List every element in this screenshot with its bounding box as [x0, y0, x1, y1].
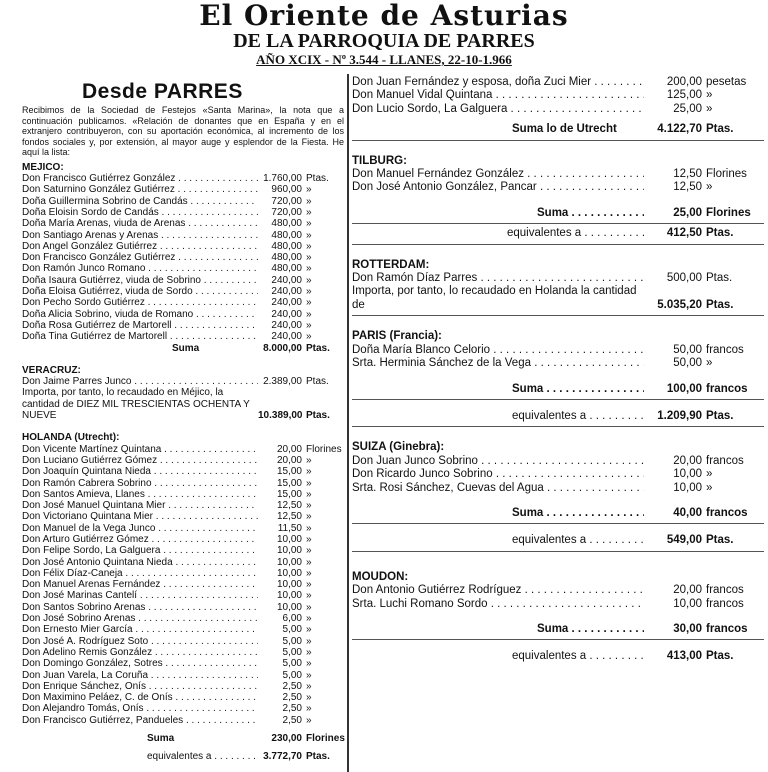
- sum-amount: 230,00: [271, 733, 302, 745]
- donor-row: [22, 489, 344, 500]
- donor-amount: 720,00: [271, 206, 302, 218]
- equiv-label: equivalentes a . . .: [352, 650, 644, 663]
- donor-list-veracruz: [22, 376, 344, 387]
- donor-unit: francos: [706, 454, 744, 467]
- intro-paragraph: Recibimos de la Sociedad de Festejos «Santa Marina», la nota que a continuación publicamos. «Relación de donantes que en España y en el extranjero contribuyeron, con su aportación económica, al incremento de los fondos sociales y, por extensión, al mayor auge y esplendor de la Fiesta. He aquí la lista:: [22, 105, 344, 158]
- equiv-amount: 413,00: [666, 650, 702, 663]
- donor-unit: »: [306, 534, 312, 545]
- donor-unit: francos: [706, 597, 744, 610]
- donor-row: [22, 602, 344, 613]
- donor-name: Don Manuel Vidal Quintana . . .: [352, 89, 644, 102]
- donor-row: [22, 466, 344, 477]
- section-title-tilburg: TILBURG:: [352, 154, 407, 167]
- donor-amount: 10,00: [276, 590, 302, 602]
- donor-list-paris: [352, 344, 764, 371]
- sum-amount: 30,00: [673, 622, 702, 635]
- donor-amount: 12,50: [673, 168, 702, 181]
- donor-name: Don Vicente Martínez Quintana . . .: [22, 444, 258, 455]
- sum-row-tilburg: [352, 207, 764, 220]
- donor-name: Don José Antonio Quintana Nieda . . .: [22, 557, 258, 568]
- donor-amount: 50,00: [673, 357, 702, 370]
- donor-name: Don Domingo González, Sotres . . .: [22, 658, 258, 669]
- donor-row: [22, 681, 344, 692]
- donor-row: [352, 468, 764, 481]
- donor-unit: francos: [706, 584, 744, 597]
- donor-unit: »: [306, 680, 312, 692]
- donor-amount: 10,00: [276, 545, 302, 557]
- donor-amount: 1.760,00: [263, 173, 302, 185]
- donor-name: Don Enrique Sánchez, Onís . . .: [22, 681, 258, 692]
- equiv-row-suiza: [352, 534, 764, 547]
- donor-amount: 2,50: [282, 703, 302, 715]
- donor-name: Don José Sobrino Arenas . . .: [22, 613, 258, 624]
- section-title-moudon: MOUDON:: [352, 570, 409, 583]
- section-title-veracruz: VERACRUZ:: [22, 364, 81, 376]
- donor-amount: 12,50: [276, 500, 302, 512]
- donor-name: Don Ramón Junco Romano . . .: [22, 263, 258, 274]
- donor-unit: »: [306, 567, 312, 579]
- donor-name: Don Manuel de la Vega Junco . . .: [22, 523, 258, 534]
- donor-list-holanda: [22, 444, 344, 726]
- donor-amount: 15,00: [276, 477, 302, 489]
- donor-unit: »: [306, 454, 312, 466]
- donor-row: [22, 241, 344, 252]
- equiv-row-tilburg: [352, 227, 764, 240]
- donor-row: [22, 173, 344, 184]
- donor-unit: »: [306, 297, 312, 309]
- donor-unit: »: [306, 635, 312, 647]
- donor-row: [352, 344, 764, 357]
- donor-amount: 10,00: [276, 534, 302, 545]
- donor-row: [22, 670, 344, 681]
- donor-unit: Ptas.: [306, 173, 329, 185]
- donor-name: Don Francisco González Gutiérrez . . .: [22, 252, 258, 263]
- donor-row: [352, 482, 764, 495]
- donor-name: Don Ricardo Junco Sobrino . . .: [352, 468, 644, 481]
- donor-name: Don Manuel Fernández González . . .: [352, 168, 644, 181]
- sum-unit: francos: [706, 506, 748, 519]
- equiv-amount: 1.209,90: [657, 409, 702, 422]
- donor-row: [22, 286, 344, 297]
- donor-amount: 6,00: [282, 613, 302, 625]
- total-amount: 10.389,00: [258, 410, 303, 422]
- donor-row: [352, 455, 764, 468]
- donor-name: Doña Tina Gutiérrez de Martorell . . .: [22, 331, 258, 342]
- donor-amount: 25,00: [673, 102, 702, 115]
- sum-row-moudon: [352, 623, 764, 636]
- donor-name: Don Ramón Díaz Parres . . .: [352, 272, 644, 285]
- donor-unit: »: [306, 714, 312, 726]
- donor-row: [22, 579, 344, 590]
- donor-amount: 2,50: [282, 680, 302, 692]
- donor-name: Don José A. Rodríguez Soto . . .: [22, 636, 258, 647]
- donor-unit: »: [306, 286, 312, 298]
- donor-amount: 480,00: [271, 263, 302, 275]
- donor-unit: »: [306, 229, 312, 241]
- sum-row-utrecht: [352, 123, 764, 136]
- donor-amount: 10,00: [276, 601, 302, 613]
- donor-name: Doña Eloisa Gutiérrez, viuda de Sordo . . .: [22, 286, 258, 297]
- equiv-row-holanda: [22, 751, 344, 762]
- section-title-suiza: SUIZA (Ginebra):: [352, 441, 445, 454]
- equiv-label: equivalentes a . . .: [22, 751, 258, 762]
- donor-unit: »: [306, 545, 312, 557]
- donor-name: Doña Eloisin Sordo de Candás . . .: [22, 207, 258, 218]
- total-unit: Ptas.: [306, 410, 330, 422]
- donor-unit: »: [706, 357, 713, 370]
- donor-amount: 480,00: [271, 252, 302, 264]
- donor-amount: 960,00: [271, 184, 302, 196]
- donor-unit: »: [306, 477, 312, 489]
- donor-row: [22, 320, 344, 331]
- donor-unit: »: [306, 206, 312, 218]
- donor-amount: 720,00: [271, 195, 302, 207]
- equiv-unit: Ptas.: [706, 227, 734, 240]
- sum-label: Suma . . .: [352, 507, 644, 520]
- donor-row: [22, 376, 344, 387]
- sum-unit: Ptas.: [306, 342, 330, 354]
- donor-amount: 480,00: [271, 218, 302, 230]
- donor-amount: 240,00: [271, 319, 302, 331]
- donor-name: Don Maximino Peláez, C. de Onís . . .: [22, 692, 258, 703]
- donor-amount: 50,00: [673, 343, 702, 356]
- donor-list-moudon: [352, 584, 764, 611]
- donor-row: [352, 181, 764, 194]
- donor-unit: »: [306, 624, 312, 636]
- donor-amount: 240,00: [271, 286, 302, 298]
- donor-row: [22, 534, 344, 545]
- equiv-unit: Ptas.: [706, 534, 734, 547]
- donor-unit: »: [306, 703, 312, 715]
- sum-label: Suma lo de Utrecht: [512, 123, 617, 136]
- total-row-holanda: [352, 285, 764, 312]
- donor-name: Don Juan Varela, La Coruña . . .: [22, 670, 258, 681]
- equiv-unit: Ptas.: [706, 650, 734, 663]
- donor-unit: »: [306, 590, 312, 602]
- donor-unit: »: [306, 500, 312, 512]
- donor-row: [22, 252, 344, 263]
- sum-label: Suma . . .: [352, 207, 644, 220]
- donor-row: [352, 168, 764, 181]
- donor-name: Don Santos Sobrino Arenas . . .: [22, 602, 258, 613]
- donor-row: [22, 545, 344, 556]
- donor-name: Don Manuel Arenas Fernández . . .: [22, 579, 258, 590]
- donor-amount: 10,00: [276, 567, 302, 579]
- donor-name: Don Joaquín Quintana Nieda . . .: [22, 466, 258, 477]
- article-heading: Desde PARRES: [82, 80, 243, 103]
- donor-row: [352, 103, 764, 116]
- sum-amount: 25,00: [673, 206, 702, 219]
- donor-unit: »: [306, 601, 312, 613]
- section-title-rotterdam: ROTTERDAM:: [352, 258, 430, 271]
- total-row-mexico: [22, 387, 344, 421]
- donor-name: Doña María Blanco Celorio . . .: [352, 344, 644, 357]
- donor-row: [352, 584, 764, 597]
- donor-amount: 480,00: [271, 229, 302, 241]
- donor-amount: 15,00: [276, 466, 302, 478]
- donor-row: [22, 331, 344, 342]
- sum-row-mexico: [22, 343, 344, 354]
- equiv-label: equivalentes a . . .: [352, 534, 644, 547]
- donor-amount: 2.389,00: [263, 376, 302, 388]
- donor-name: Don José Manuel Quintana Mier . . .: [22, 500, 258, 511]
- equiv-unit: Ptas.: [306, 751, 330, 763]
- donor-amount: 240,00: [271, 274, 302, 286]
- sum-unit: Florines: [706, 206, 751, 219]
- donor-name: Don Ramón Cabrera Sobrino . . .: [22, 478, 258, 489]
- donor-unit: »: [306, 466, 312, 478]
- donor-row: [22, 568, 344, 579]
- donor-amount: 10,00: [276, 556, 302, 568]
- donor-amount: 11,50: [277, 522, 302, 534]
- donor-unit: »: [706, 181, 713, 194]
- donor-unit: Florines: [706, 168, 747, 181]
- donor-name: Doña María Arenas, viuda de Arenas . . .: [22, 218, 258, 229]
- donor-amount: 5,00: [282, 658, 302, 670]
- equiv-unit: Ptas.: [706, 409, 734, 422]
- equiv-amount: 3.772,70: [263, 751, 302, 763]
- donor-amount: 10,00: [673, 468, 702, 481]
- donor-row: [22, 523, 344, 534]
- donor-amount: 5,00: [282, 624, 302, 636]
- donor-amount: 12,50: [276, 511, 302, 523]
- sum-label: Suma . . .: [352, 383, 644, 396]
- donor-unit: »: [706, 468, 713, 481]
- donor-unit: »: [706, 481, 713, 494]
- donor-name: Don Santiago Arenas y Arenas . . .: [22, 230, 258, 241]
- sum-unit: Florines: [306, 733, 345, 745]
- donor-row: [22, 184, 344, 195]
- donor-name: Don Francisco Gutiérrez, Pandueles . . .: [22, 715, 258, 726]
- donor-unit: pesetas: [706, 76, 747, 88]
- donor-unit: Ptas.: [706, 272, 733, 285]
- donor-row: [22, 478, 344, 489]
- donor-row: [22, 196, 344, 207]
- sum-unit: Ptas.: [706, 123, 734, 136]
- sum-unit: francos: [706, 382, 748, 395]
- donor-unit: »: [306, 331, 312, 343]
- donor-name: Don Saturnino González Gutiérrez . . .: [22, 184, 258, 195]
- sum-label: Suma: [147, 733, 175, 745]
- donor-amount: 10,00: [673, 481, 702, 494]
- donor-name: Srta. Herminia Sánchez de la Vega . . .: [352, 357, 644, 370]
- donor-name: Don Alejandro Tomás, Onís . . .: [22, 703, 258, 714]
- sum-row-paris: [352, 383, 764, 396]
- donor-unit: »: [306, 488, 312, 500]
- donor-unit: »: [306, 556, 312, 568]
- donor-row: [22, 613, 344, 624]
- donor-row: [22, 275, 344, 286]
- donor-row: [22, 309, 344, 320]
- left-column: [22, 76, 344, 763]
- donor-row: [352, 272, 764, 285]
- equiv-label: equivalentes a . . .: [352, 410, 644, 423]
- donor-row: [22, 444, 344, 455]
- donor-list-rotterdam: [352, 272, 764, 285]
- equiv-row-paris: [352, 410, 764, 423]
- total-unit: Ptas.: [706, 298, 734, 311]
- donor-unit: Ptas.: [306, 376, 329, 388]
- section-title-mexico: MEJICO:: [22, 161, 64, 173]
- donor-name: Don Antonio Gutiérrez Rodríguez . . .: [352, 584, 644, 597]
- donor-row: [22, 297, 344, 308]
- donor-name: Doña Guillermina Sobrino de Candás . . .: [22, 196, 258, 207]
- donor-unit: »: [706, 102, 713, 115]
- donor-amount: 5,00: [282, 635, 302, 647]
- donor-row: [22, 511, 344, 522]
- donor-row: [352, 598, 764, 611]
- donor-name: Don Francisco Gutiérrez González . . .: [22, 173, 258, 184]
- donor-row: [22, 647, 344, 658]
- donor-unit: Florines: [306, 443, 342, 455]
- donor-unit: francos: [706, 343, 744, 356]
- donor-name: Don Victoriano Quintana Mier . . .: [22, 511, 258, 522]
- donor-amount: 20,00: [673, 584, 702, 597]
- donor-name: Don Angel González Gutiérrez . . .: [22, 241, 258, 252]
- donor-unit: »: [306, 274, 312, 286]
- donor-amount: 240,00: [271, 308, 302, 320]
- donor-name: Srta. Luchi Romano Sordo . . .: [352, 598, 644, 611]
- equiv-amount: 549,00: [666, 534, 702, 547]
- sum-label: Suma . . .: [352, 623, 644, 636]
- donor-unit: »: [306, 195, 312, 207]
- donor-row: [352, 357, 764, 370]
- donor-unit: »: [306, 646, 312, 658]
- donor-unit: »: [306, 522, 312, 534]
- donor-row: [22, 624, 344, 635]
- donor-list-suiza: [352, 455, 764, 495]
- donor-amount: 200,00: [666, 76, 702, 88]
- donor-amount: 12,50: [673, 181, 702, 194]
- donor-name: Don Santos Amieva, Llanes . . .: [22, 489, 258, 500]
- sum-amount: 8.000,00: [263, 342, 302, 354]
- donor-name: Don José Marinas Cantelí . . .: [22, 590, 258, 601]
- donor-row: [22, 636, 344, 647]
- sum-row-holanda: [22, 733, 344, 744]
- donor-unit: »: [306, 579, 312, 591]
- sum-amount: 100,00: [666, 382, 702, 395]
- right-column: [352, 76, 764, 664]
- donor-amount: 10,00: [276, 579, 302, 591]
- donor-amount: 20,00: [276, 443, 302, 455]
- donor-amount: 240,00: [271, 297, 302, 309]
- donor-name: Don Adelino Remis González . . .: [22, 647, 258, 658]
- masthead: [0, 0, 768, 68]
- donor-name: Doña Rosa Gutiérrez de Martorell . . .: [22, 320, 258, 331]
- donor-name: Srta. Rosi Sánchez, Cuevas del Agua . . .: [352, 482, 644, 495]
- donor-amount: 5,00: [282, 669, 302, 681]
- newspaper-title: El Oriente de Asturias: [199, 0, 569, 32]
- donor-unit: »: [306, 511, 312, 523]
- donor-amount: 5,00: [282, 646, 302, 658]
- article-subtitle: DE LA PARROQUIA DE PARRES: [233, 30, 535, 52]
- donor-name: Don Jaime Parres Junco . . .: [22, 376, 258, 387]
- donor-amount: 20,00: [673, 454, 702, 467]
- sum-amount: 4.122,70: [657, 123, 702, 136]
- donor-name: Don Ernesto Mier García . . .: [22, 624, 258, 635]
- donor-amount: 240,00: [271, 331, 302, 343]
- equiv-row-moudon: [352, 650, 764, 663]
- donor-name: Don Juan Junco Sobrino . . .: [352, 455, 644, 468]
- donor-row: [22, 557, 344, 568]
- donor-row: [22, 658, 344, 669]
- donor-name: Doña Alicia Sobrino, viuda de Romano . . .: [22, 309, 258, 320]
- donor-unit: »: [306, 218, 312, 230]
- donor-amount: 125,00: [666, 89, 702, 102]
- donor-row: [22, 230, 344, 241]
- sum-amount: 40,00: [673, 506, 702, 519]
- donor-unit: »: [306, 692, 312, 704]
- donor-row: [352, 76, 764, 89]
- donor-name: Don Pecho Sordo Gutiérrez . . .: [22, 297, 258, 308]
- donor-unit: »: [306, 240, 312, 252]
- donor-list-tilburg: [352, 168, 764, 195]
- donor-unit: »: [306, 669, 312, 681]
- equiv-amount: 412,50: [666, 227, 702, 240]
- donor-row: [22, 218, 344, 229]
- donor-unit: »: [306, 613, 312, 625]
- donor-row: [22, 263, 344, 274]
- sum-label: Suma: [172, 342, 200, 354]
- sum-row-suiza: [352, 507, 764, 520]
- donor-unit: »: [306, 308, 312, 320]
- donor-row: [22, 207, 344, 218]
- donor-name: Don Juan Fernández y esposa, doña Zuci Mier . . .: [352, 76, 644, 89]
- donor-row: [22, 692, 344, 703]
- column-divider: [347, 74, 349, 772]
- equiv-label: equivalentes a . . .: [352, 227, 644, 240]
- total-text: Importa, por tanto, lo recaudado en Méjico, la cantidad de DIEZ MIL TRESCIENTAS OCHENTA Y NUEVE: [22, 387, 250, 422]
- donor-amount: 2,50: [282, 692, 302, 704]
- donor-row: [22, 590, 344, 601]
- donor-list-mexico: [22, 173, 344, 342]
- donor-row: [22, 455, 344, 466]
- donor-unit: »: [306, 658, 312, 670]
- donor-unit: »: [306, 263, 312, 275]
- donor-amount: 2,50: [282, 714, 302, 726]
- donor-name: Don Lucio Sordo, La Galguera . . .: [352, 103, 644, 116]
- donor-name: Don José Antonio González, Pancar . . .: [352, 181, 644, 194]
- donor-amount: 15,00: [276, 488, 302, 500]
- donor-amount: 20,00: [276, 454, 302, 466]
- donor-list-utrecht-cont: [352, 76, 764, 116]
- section-title-paris: PARIS (Francia):: [352, 330, 442, 343]
- donor-name: Doña Isaura Gutiérrez, viuda de Sobrino . . .: [22, 275, 258, 286]
- donor-row: [22, 715, 344, 726]
- donor-name: Don Luciano Gutiérrez Gómez . . .: [22, 455, 258, 466]
- issue-date-line: AÑO XCIX - Nº 3.544 - LLANES, 22-10-1.966: [256, 52, 512, 67]
- sum-unit: francos: [706, 622, 748, 635]
- donor-name: Don Félix Díaz-Caneja . . .: [22, 568, 258, 579]
- donor-amount: 10,00: [673, 597, 702, 610]
- donor-amount: 480,00: [271, 240, 302, 252]
- donor-unit: »: [706, 89, 713, 102]
- donor-name: Don Felipe Sordo, La Galguera . . .: [22, 545, 258, 556]
- donor-unit: »: [306, 184, 312, 196]
- section-title-holanda: HOLANDA (Utrecht):: [22, 432, 120, 444]
- donor-row: [352, 89, 764, 102]
- donor-row: [22, 703, 344, 714]
- donor-name: Don Arturo Gutiérrez Gómez . . .: [22, 534, 258, 545]
- donor-amount: 500,00: [666, 272, 702, 285]
- total-text: Importa, por tanto, lo recaudado en Holanda la cantidad de: [352, 285, 637, 311]
- total-amount: 5.035,20: [657, 298, 702, 311]
- donor-unit: »: [306, 252, 312, 264]
- donor-unit: »: [306, 319, 312, 331]
- donor-row: [22, 500, 344, 511]
